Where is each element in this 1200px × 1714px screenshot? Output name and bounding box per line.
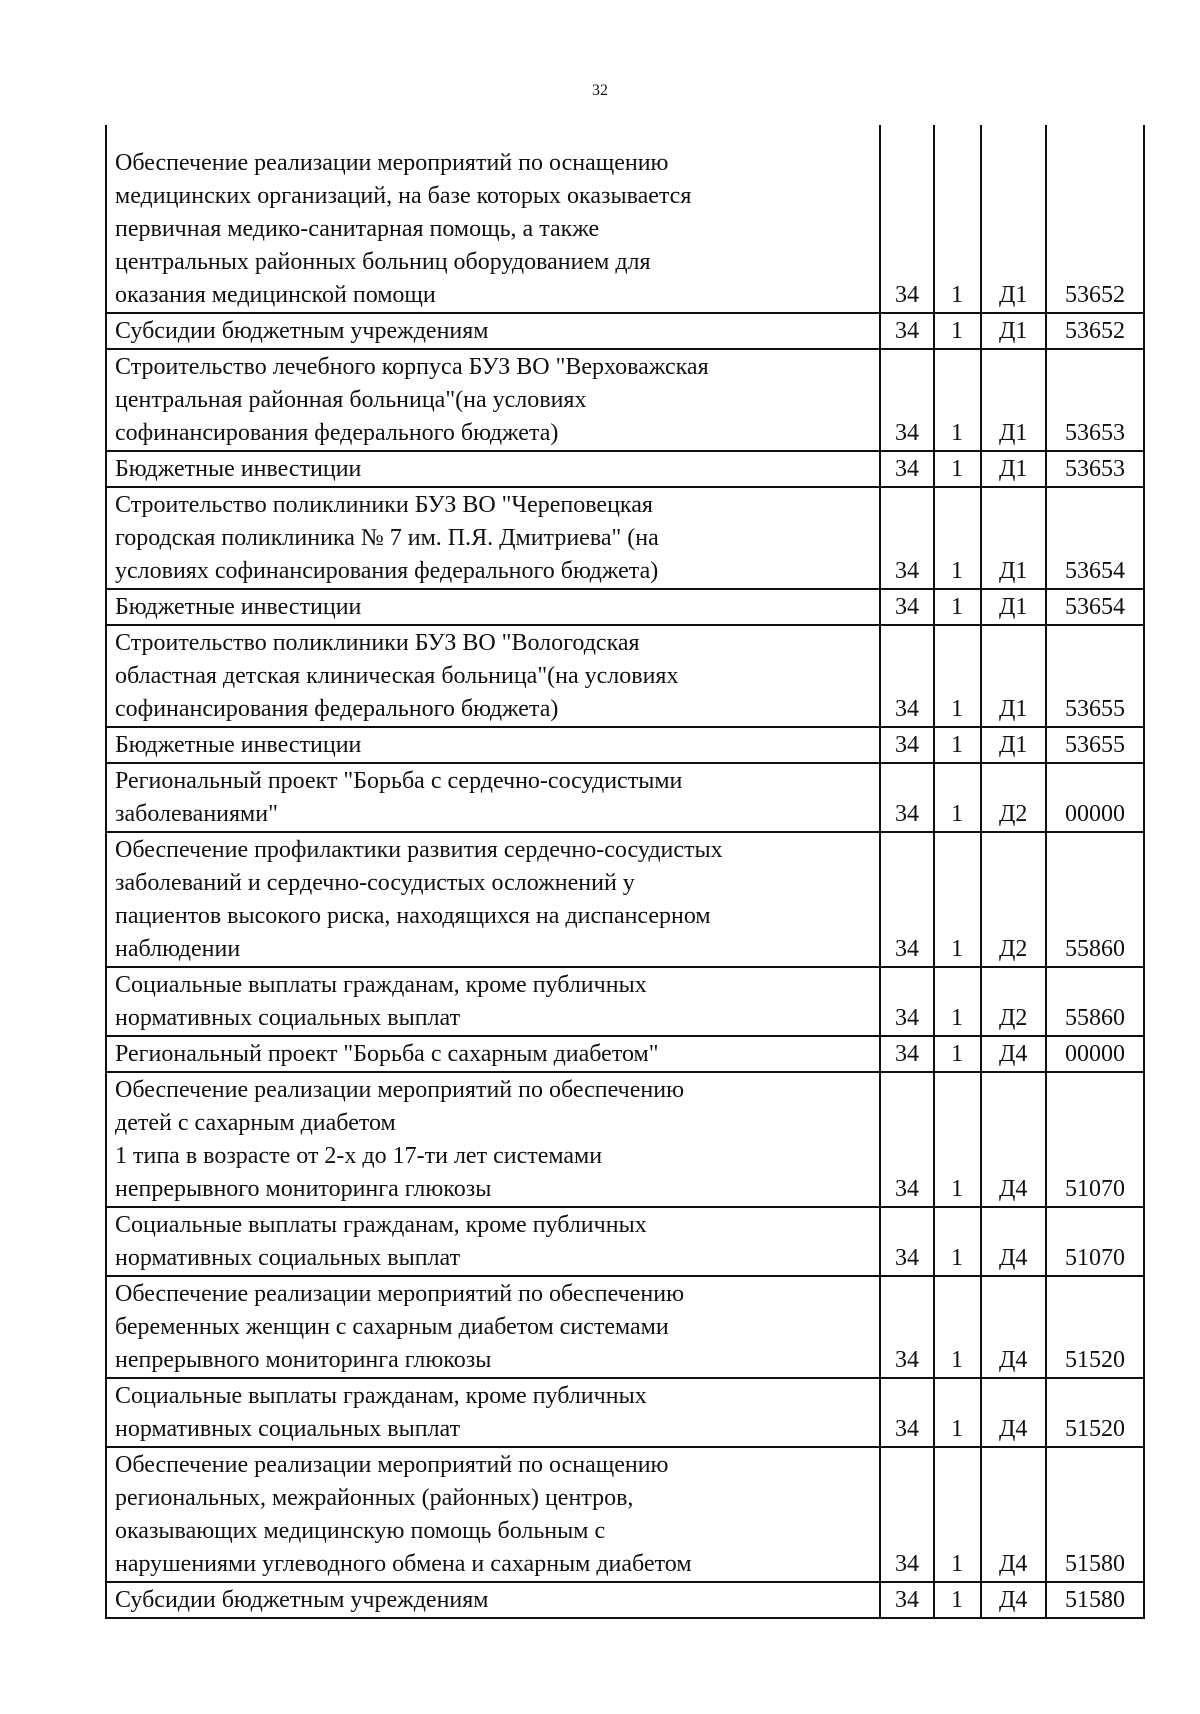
table-row bbox=[106, 1447, 1144, 1582]
project-code: Д4 bbox=[981, 1207, 1046, 1276]
ministry-code: 34 bbox=[880, 349, 933, 451]
program-code: 1 bbox=[934, 763, 981, 832]
direction-code: 51070 bbox=[1046, 1207, 1144, 1276]
program-code: 1 bbox=[934, 349, 981, 451]
row-name: Субсидии бюджетным учреждениям bbox=[106, 1582, 880, 1618]
program-code: 1 bbox=[934, 125, 981, 313]
table-row bbox=[106, 349, 1144, 451]
program-code: 1 bbox=[934, 313, 981, 349]
direction-code: 53655 bbox=[1046, 727, 1144, 763]
table-row bbox=[106, 727, 1144, 763]
program-code: 1 bbox=[934, 967, 981, 1036]
project-code: Д1 bbox=[981, 451, 1046, 487]
table-row bbox=[106, 832, 1144, 967]
table-row bbox=[106, 1036, 1144, 1072]
table-row bbox=[106, 1072, 1144, 1207]
program-code: 1 bbox=[934, 1036, 981, 1072]
row-name: Строительство лечебного корпуса БУЗ ВО "Верховажская центральная районная больница"(на условиях софинансирования федерального бюджета) bbox=[106, 349, 880, 451]
program-code: 1 bbox=[934, 1447, 981, 1582]
budget-classification-table bbox=[105, 125, 1145, 1619]
direction-code: 00000 bbox=[1046, 1036, 1144, 1072]
direction-code: 51070 bbox=[1046, 1072, 1144, 1207]
project-code: Д1 bbox=[981, 487, 1046, 589]
ministry-code: 34 bbox=[880, 589, 933, 625]
direction-code: 53654 bbox=[1046, 487, 1144, 589]
row-name: Строительство поликлиники БУЗ ВО "Вологодская областная детская клиническая больница"(на условиях софинансирования федерального бюджета) bbox=[106, 625, 880, 727]
project-code: Д2 bbox=[981, 967, 1046, 1036]
ministry-code: 34 bbox=[880, 451, 933, 487]
program-code: 1 bbox=[934, 1207, 981, 1276]
program-code: 1 bbox=[934, 832, 981, 967]
row-name: Обеспечение профилактики развития сердечно-сосудистых заболеваний и сердечно-сосудистых осложнений у пациентов высокого риска, находящихся на диспансерном наблюдении bbox=[106, 832, 880, 967]
project-code: Д1 bbox=[981, 625, 1046, 727]
table-row bbox=[106, 451, 1144, 487]
ministry-code: 34 bbox=[880, 1207, 933, 1276]
ministry-code: 34 bbox=[880, 1072, 933, 1207]
ministry-code: 34 bbox=[880, 967, 933, 1036]
direction-code: 53654 bbox=[1046, 589, 1144, 625]
table-body bbox=[106, 125, 1144, 1618]
ministry-code: 34 bbox=[880, 1378, 933, 1447]
project-code: Д4 bbox=[981, 1447, 1046, 1582]
program-code: 1 bbox=[934, 451, 981, 487]
program-code: 1 bbox=[934, 1276, 981, 1378]
project-code: Д1 bbox=[981, 125, 1046, 313]
ministry-code: 34 bbox=[880, 313, 933, 349]
project-code: Д1 bbox=[981, 727, 1046, 763]
direction-code: 53655 bbox=[1046, 625, 1144, 727]
row-name: Социальные выплаты гражданам, кроме публичных нормативных социальных выплат bbox=[106, 1207, 880, 1276]
ministry-code: 34 bbox=[880, 763, 933, 832]
direction-code: 51580 bbox=[1046, 1582, 1144, 1618]
row-name: Обеспечение реализации мероприятий по оснащению региональных, межрайонных (районных) центров, оказывающих медицинскую помощь больным с нарушениями углеводного обмена и сахарным диабетом bbox=[106, 1447, 880, 1582]
program-code: 1 bbox=[934, 625, 981, 727]
project-code: Д2 bbox=[981, 763, 1046, 832]
table-row bbox=[106, 967, 1144, 1036]
table-row bbox=[106, 763, 1144, 832]
row-name: Обеспечение реализации мероприятий по оснащению медицинских организаций, на базе которых оказывается первичная медико-санитарная помощь, а также центральных районных больниц оборудованием для оказания медицинской помощи bbox=[106, 125, 880, 313]
program-code: 1 bbox=[934, 1072, 981, 1207]
table-row bbox=[106, 589, 1144, 625]
project-code: Д4 bbox=[981, 1072, 1046, 1207]
row-name: Обеспечение реализации мероприятий по обеспечению детей с сахарным диабетом 1 типа в возрасте от 2-х до 17-ти лет системами непрерывного мониторинга глюкозы bbox=[106, 1072, 880, 1207]
table-row bbox=[106, 1378, 1144, 1447]
table-row bbox=[106, 487, 1144, 589]
ministry-code: 34 bbox=[880, 727, 933, 763]
row-name: Строительство поликлиники БУЗ ВО "Череповецкая городская поликлиника № 7 им. П.Я. Дмитриева" (на условиях софинансирования федерального бюджета) bbox=[106, 487, 880, 589]
ministry-code: 34 bbox=[880, 1036, 933, 1072]
direction-code: 51520 bbox=[1046, 1276, 1144, 1378]
direction-code: 55860 bbox=[1046, 832, 1144, 967]
row-name: Обеспечение реализации мероприятий по обеспечению беременных женщин с сахарным диабетом системами непрерывного мониторинга глюкозы bbox=[106, 1276, 880, 1378]
ministry-code: 34 bbox=[880, 625, 933, 727]
row-name: Субсидии бюджетным учреждениям bbox=[106, 313, 880, 349]
project-code: Д4 bbox=[981, 1276, 1046, 1378]
row-name: Социальные выплаты гражданам, кроме публичных нормативных социальных выплат bbox=[106, 967, 880, 1036]
project-code: Д4 bbox=[981, 1582, 1046, 1618]
row-name: Региональный проект "Борьба с сахарным диабетом" bbox=[106, 1036, 880, 1072]
table-row bbox=[106, 1207, 1144, 1276]
program-code: 1 bbox=[934, 487, 981, 589]
table-row bbox=[106, 625, 1144, 727]
ministry-code: 34 bbox=[880, 1582, 933, 1618]
row-name: Бюджетные инвестиции bbox=[106, 589, 880, 625]
ministry-code: 34 bbox=[880, 125, 933, 313]
direction-code: 53653 bbox=[1046, 349, 1144, 451]
row-name: Бюджетные инвестиции bbox=[106, 451, 880, 487]
project-code: Д1 bbox=[981, 349, 1046, 451]
project-code: Д1 bbox=[981, 313, 1046, 349]
direction-code: 55860 bbox=[1046, 967, 1144, 1036]
table-row bbox=[106, 313, 1144, 349]
program-code: 1 bbox=[934, 1378, 981, 1447]
row-name: Региональный проект "Борьба с сердечно-сосудистыми заболеваниями" bbox=[106, 763, 880, 832]
ministry-code: 34 bbox=[880, 487, 933, 589]
program-code: 1 bbox=[934, 1582, 981, 1618]
direction-code: 53652 bbox=[1046, 125, 1144, 313]
table-row bbox=[106, 1276, 1144, 1378]
row-name: Социальные выплаты гражданам, кроме публичных нормативных социальных выплат bbox=[106, 1378, 880, 1447]
project-code: Д2 bbox=[981, 832, 1046, 967]
ministry-code: 34 bbox=[880, 832, 933, 967]
row-name: Бюджетные инвестиции bbox=[106, 727, 880, 763]
direction-code: 53653 bbox=[1046, 451, 1144, 487]
table-row bbox=[106, 125, 1144, 313]
project-code: Д4 bbox=[981, 1378, 1046, 1447]
direction-code: 53652 bbox=[1046, 313, 1144, 349]
table-row bbox=[106, 1582, 1144, 1618]
project-code: Д4 bbox=[981, 1036, 1046, 1072]
page-number: 32 bbox=[592, 82, 608, 99]
direction-code: 51580 bbox=[1046, 1447, 1144, 1582]
ministry-code: 34 bbox=[880, 1276, 933, 1378]
program-code: 1 bbox=[934, 589, 981, 625]
ministry-code: 34 bbox=[880, 1447, 933, 1582]
program-code: 1 bbox=[934, 727, 981, 763]
direction-code: 00000 bbox=[1046, 763, 1144, 832]
project-code: Д1 bbox=[981, 589, 1046, 625]
direction-code: 51520 bbox=[1046, 1378, 1144, 1447]
